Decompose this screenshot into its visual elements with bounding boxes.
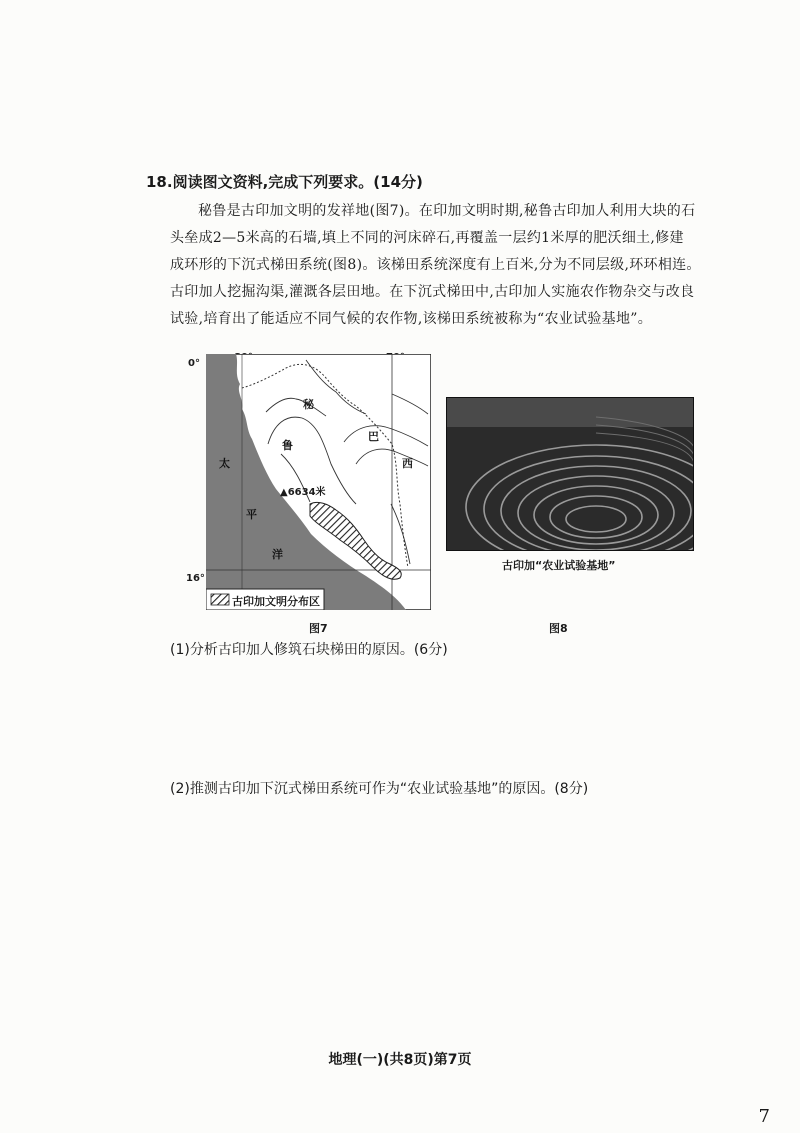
paragraph-line: 成环形的下沉式梯田系统(图8)。该梯田系统深度有上百米,分为不同层级,环环相连。 [170,257,701,273]
paragraph-line: 试验,培育出了能适应不同气候的农作物,该梯田系统被称为“农业试验基地”。 [170,311,653,327]
map-label-peru-1: 秘 [303,398,314,411]
lat-label-top: 0° [188,358,200,369]
lat-label-bottom: 16° [186,573,205,584]
paragraph-line: 古印加人挖掘沟渠,灌溉各层田地。在下沉式梯田中,古印加人实施农作物杂交与改良 [170,284,695,300]
map-label-brazil-2: 西 [402,457,413,470]
peru-map [206,354,431,610]
map-label-peru-2: 鲁 [282,439,293,452]
map-label-ocean-3: 洋 [272,548,283,561]
map-label-ocean-2: 平 [246,508,257,521]
figure8-inner-caption: 古印加“农业试验基地” [502,559,616,572]
figure8-caption: 图8 [549,622,568,635]
question-paragraph [170,198,755,333]
paragraph-line: 头垒成2—5米高的石墙,填上不同的河床碎石,再覆盖一层约1米厚的肥沃细土,修建 [170,230,684,246]
page-footer: 地理(一)(共8页)第7页 [328,1052,472,1068]
terrace-photo-graphic [446,397,694,551]
sub-question-1: (1)分析古印加人修筑石块梯田的原因。(6分) [170,642,448,658]
peak-label: ▲6634米 [280,487,326,498]
peru-map-graphic [206,354,431,610]
paragraph-line: 秘鲁是古印加文明的发祥地(图7)。在印加文明时期,秘鲁古印加人利用大块的石 [198,203,696,219]
map-label-ocean-1: 太 [219,457,230,470]
sub-question-2: (2)推测古印加下沉式梯田系统可作为“农业试验基地”的原因。(8分) [170,781,589,797]
page-number: 7 [758,1106,770,1127]
question-title: 18.阅读图文资料,完成下列要求。(14分) [146,173,423,191]
map-label-brazil-1: 巴 [368,430,379,443]
legend-label: 古印加文明分布区 [232,595,320,608]
figure7-caption: 图7 [309,622,328,635]
terrace-photo [446,397,694,551]
